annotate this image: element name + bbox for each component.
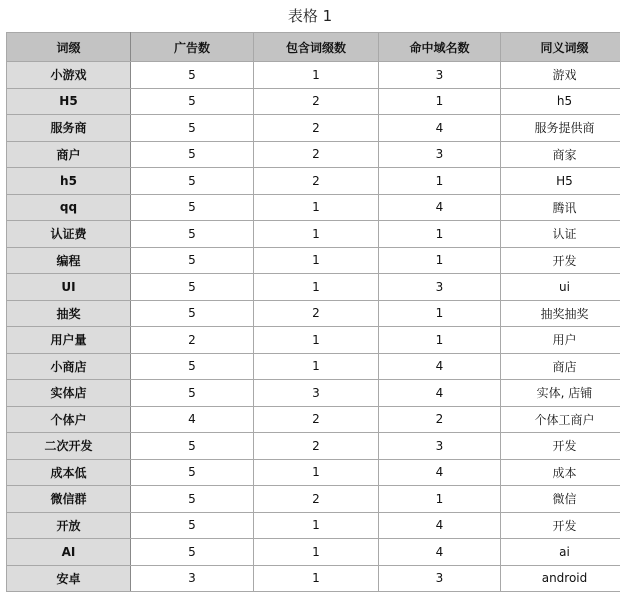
header-domain-hits: 命中域名数 (379, 33, 501, 62)
cell-keyword: qq (7, 194, 131, 221)
table-row (7, 433, 620, 460)
cell-synonym: 用户 (501, 327, 620, 354)
cell-keyword: 二次开发 (7, 433, 131, 460)
cell-contains-count: 2 (254, 168, 379, 195)
cell-synonym: 认证 (501, 221, 620, 248)
cell-contains-count: 1 (254, 565, 379, 592)
cell-contains-count: 2 (254, 115, 379, 142)
cell-synonym: 实体, 店铺 (501, 380, 620, 407)
cell-ad-count: 5 (131, 539, 254, 566)
table-row (7, 300, 620, 327)
cell-ad-count: 5 (131, 247, 254, 274)
cell-keyword: 开放 (7, 512, 131, 539)
cell-keyword: UI (7, 274, 131, 301)
cell-keyword: 微信群 (7, 486, 131, 513)
cell-synonym: 腾讯 (501, 194, 620, 221)
cell-contains-count: 1 (254, 353, 379, 380)
cell-keyword: 服务商 (7, 115, 131, 142)
cell-keyword: 认证费 (7, 221, 131, 248)
cell-contains-count: 1 (254, 62, 379, 89)
cell-domain-hits: 1 (379, 247, 501, 274)
cell-synonym: 抽奖抽奖 (501, 300, 620, 327)
cell-keyword: 安卓 (7, 565, 131, 592)
cell-contains-count: 2 (254, 141, 379, 168)
cell-keyword: AI (7, 539, 131, 566)
cell-domain-hits: 4 (379, 539, 501, 566)
cell-domain-hits: 4 (379, 459, 501, 486)
table-row (7, 539, 620, 566)
cell-domain-hits: 1 (379, 168, 501, 195)
keyword-table (6, 32, 620, 592)
table-row (7, 512, 620, 539)
table-row (7, 353, 620, 380)
cell-ad-count: 5 (131, 141, 254, 168)
header-contains-count: 包含词缀数 (254, 33, 379, 62)
cell-domain-hits: 3 (379, 274, 501, 301)
cell-keyword: H5 (7, 88, 131, 115)
cell-contains-count: 2 (254, 486, 379, 513)
table-row (7, 327, 620, 354)
cell-domain-hits: 1 (379, 327, 501, 354)
cell-keyword: 小游戏 (7, 62, 131, 89)
cell-synonym: 开发 (501, 433, 620, 460)
header-row (7, 33, 620, 62)
table-row (7, 88, 620, 115)
cell-ad-count: 5 (131, 221, 254, 248)
cell-synonym: ai (501, 539, 620, 566)
cell-contains-count: 1 (254, 221, 379, 248)
cell-ad-count: 5 (131, 115, 254, 142)
cell-synonym: 商店 (501, 353, 620, 380)
table-row (7, 194, 620, 221)
cell-synonym: android (501, 565, 620, 592)
cell-domain-hits: 4 (379, 115, 501, 142)
table-row (7, 247, 620, 274)
cell-keyword: 用户量 (7, 327, 131, 354)
cell-domain-hits: 3 (379, 433, 501, 460)
header-ad-count: 广告数 (131, 33, 254, 62)
cell-contains-count: 1 (254, 327, 379, 354)
table-row (7, 380, 620, 407)
table-row (7, 115, 620, 142)
cell-keyword: 编程 (7, 247, 131, 274)
cell-ad-count: 5 (131, 353, 254, 380)
cell-keyword: 成本低 (7, 459, 131, 486)
cell-ad-count: 3 (131, 565, 254, 592)
cell-contains-count: 1 (254, 459, 379, 486)
cell-contains-count: 1 (254, 194, 379, 221)
cell-keyword: 抽奖 (7, 300, 131, 327)
cell-domain-hits: 1 (379, 88, 501, 115)
cell-keyword: h5 (7, 168, 131, 195)
cell-ad-count: 5 (131, 380, 254, 407)
table-row (7, 486, 620, 513)
cell-domain-hits: 1 (379, 300, 501, 327)
table-row (7, 459, 620, 486)
cell-ad-count: 5 (131, 62, 254, 89)
cell-ad-count: 5 (131, 512, 254, 539)
cell-contains-count: 3 (254, 380, 379, 407)
table-row (7, 141, 620, 168)
cell-contains-count: 1 (254, 539, 379, 566)
cell-domain-hits: 4 (379, 380, 501, 407)
table-row (7, 168, 620, 195)
cell-contains-count: 1 (254, 247, 379, 274)
cell-ad-count: 5 (131, 459, 254, 486)
cell-synonym: 个体工商户 (501, 406, 620, 433)
cell-synonym: 开发 (501, 247, 620, 274)
cell-ad-count: 4 (131, 406, 254, 433)
cell-domain-hits: 3 (379, 141, 501, 168)
table-row (7, 274, 620, 301)
cell-domain-hits: 3 (379, 62, 501, 89)
cell-synonym: H5 (501, 168, 620, 195)
cell-domain-hits: 4 (379, 353, 501, 380)
cell-domain-hits: 4 (379, 194, 501, 221)
cell-domain-hits: 1 (379, 221, 501, 248)
cell-ad-count: 5 (131, 194, 254, 221)
cell-synonym: 服务提供商 (501, 115, 620, 142)
cell-keyword: 小商店 (7, 353, 131, 380)
cell-domain-hits: 1 (379, 486, 501, 513)
table-caption: 表格 1 (287, 7, 333, 25)
cell-synonym: 游戏 (501, 62, 620, 89)
table-row (7, 565, 620, 592)
cell-contains-count: 2 (254, 300, 379, 327)
cell-ad-count: 5 (131, 433, 254, 460)
cell-contains-count: 1 (254, 512, 379, 539)
cell-contains-count: 1 (254, 274, 379, 301)
cell-ad-count: 5 (131, 88, 254, 115)
cell-synonym: h5 (501, 88, 620, 115)
cell-synonym: 开发 (501, 512, 620, 539)
cell-keyword: 实体店 (7, 380, 131, 407)
cell-keyword: 商户 (7, 141, 131, 168)
header-keyword: 词缀 (7, 33, 131, 62)
cell-synonym: 商家 (501, 141, 620, 168)
table-row (7, 221, 620, 248)
cell-ad-count: 5 (131, 300, 254, 327)
cell-keyword: 个体户 (7, 406, 131, 433)
cell-ad-count: 5 (131, 168, 254, 195)
cell-domain-hits: 4 (379, 512, 501, 539)
cell-contains-count: 2 (254, 406, 379, 433)
cell-ad-count: 2 (131, 327, 254, 354)
cell-synonym: 成本 (501, 459, 620, 486)
cell-ad-count: 5 (131, 486, 254, 513)
cell-ad-count: 5 (131, 274, 254, 301)
cell-contains-count: 2 (254, 433, 379, 460)
cell-domain-hits: 2 (379, 406, 501, 433)
header-synonym: 同义词缀 (501, 33, 620, 62)
table-row (7, 62, 620, 89)
cell-domain-hits: 3 (379, 565, 501, 592)
cell-synonym: ui (501, 274, 620, 301)
cell-contains-count: 2 (254, 88, 379, 115)
cell-synonym: 微信 (501, 486, 620, 513)
table-row (7, 406, 620, 433)
